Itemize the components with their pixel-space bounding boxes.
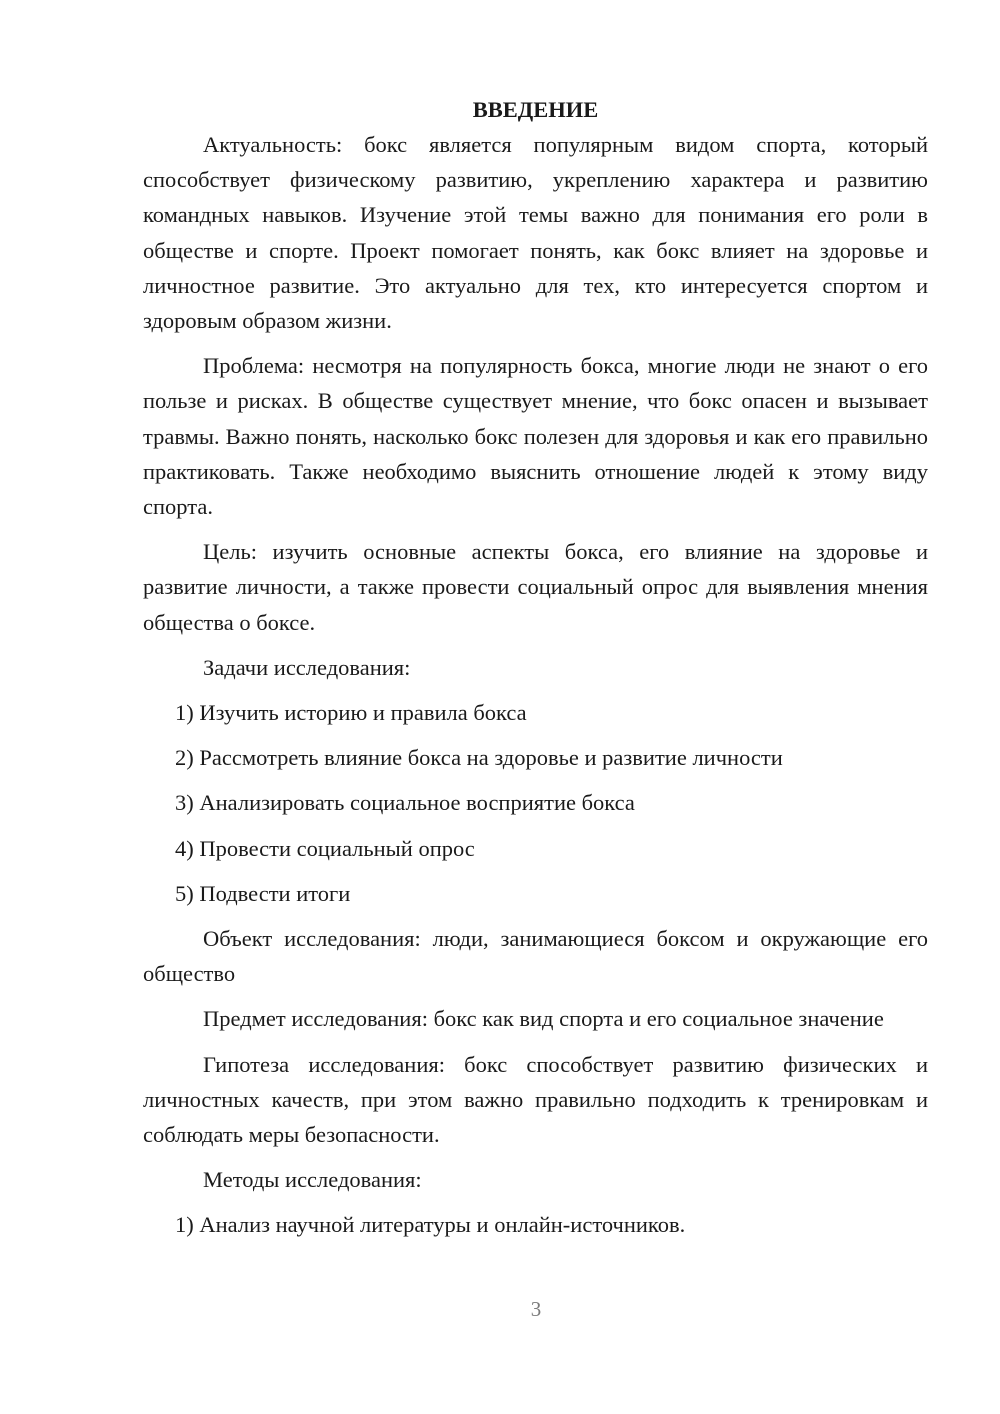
task-item: 1) Изучить историю и правила бокса <box>175 700 527 726</box>
section-title: ВВЕДЕНИЕ <box>472 97 599 122</box>
paragraph-relevance: Актуальность: бокс является популярным видом спорта, который способствует физическому развитию, укреплению характера и развитию командных навыков. Изучение этой темы важно для понимания его роли в обществе и спорте. Проект помогает понять, как бокс влияет на здоровье и личностное развитие. Это актуально для тех, кто интересуется спортом и здоровым образом жизни. <box>143 132 928 334</box>
task-item: 3) Анализировать социальное восприятие бокса <box>175 790 635 816</box>
paragraph-object: Объект исследования: люди, занимающиеся боксом и окружающие его общество <box>143 926 928 987</box>
paragraph-subject: Предмет исследования: бокс как вид спорта и его социальное значение <box>203 1006 884 1032</box>
paragraph-problem: Проблема: несмотря на популярность бокса, многие люди не знают о его пользе и рисках. В обществе существует мнение, что бокс опасен и вызывает травмы. Важно понять, насколько бокс полезен для здоровья и как его правильно практиковать. Также необходимо выяснить отношение людей к этому виду спорта. <box>143 353 928 520</box>
method-item: 1) Анализ научной литературы и онлайн-источников. <box>175 1212 686 1238</box>
document-page <box>143 92 928 1253</box>
paragraph-goal: Цель: изучить основные аспекты бокса, его влияние на здоровье и развитие личности, а также провести социальный опрос для выявления мнения общества о боксе. <box>143 539 928 635</box>
tasks-heading: Задачи исследования: <box>203 654 411 680</box>
paragraph-hypothesis: Гипотеза исследования: бокс способствует развитию физических и личностных качеств, при этом важно правильно подходить к тренировкам и соблюдать меры безопасности. <box>143 1051 928 1148</box>
task-item: 5) Подвести итоги <box>175 880 351 906</box>
task-item: 2) Рассмотреть влияние бокса на здоровье и развитие личности <box>175 745 783 771</box>
task-item: 4) Провести социальный опрос <box>175 835 475 861</box>
methods-heading: Методы исследования: <box>203 1167 422 1193</box>
page-number: 3 <box>530 1297 542 1321</box>
